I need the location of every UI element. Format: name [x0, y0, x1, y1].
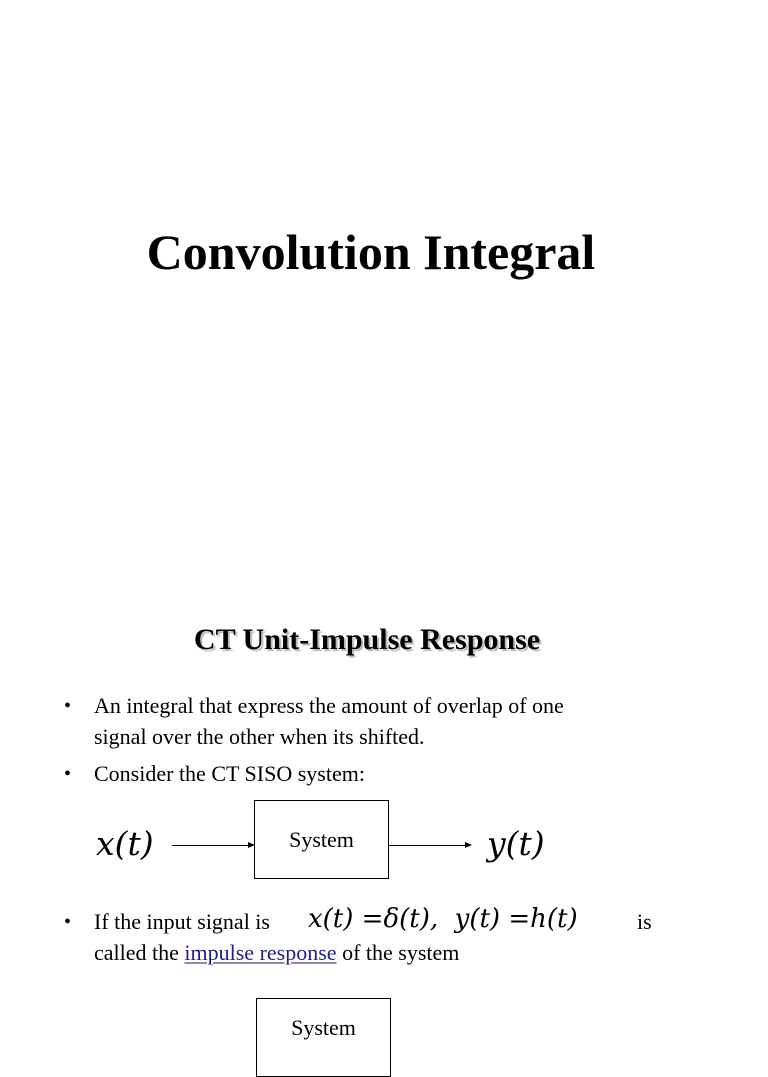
bullet-3-line-2-prefix: called the: [94, 940, 179, 965]
system-block-2: [256, 998, 391, 1077]
output-signal-label: y(t): [487, 824, 545, 863]
bullet-3-line-2-suffix: of the system: [342, 940, 460, 965]
output-arrow: [389, 845, 467, 846]
bullet-3-prefix: If the input signal is: [94, 909, 270, 934]
input-signal-label: x(t): [96, 824, 154, 863]
section-title: CT Unit-Impulse Response: [193, 623, 541, 656]
bullet-3-line-2: [94, 937, 459, 968]
output-arrow-head: [465, 842, 472, 848]
bullet-2-text: Consider the CT SISO system:: [94, 761, 365, 786]
system-label-2: System: [291, 1015, 356, 1040]
bullet-1-line-2: signal over the other when its shifted.: [94, 724, 425, 749]
system-label: System: [289, 826, 354, 852]
bullet-3-suffix: is: [637, 909, 652, 934]
impulse-equation: x(t) =δ(t), y(t) =h(t): [308, 904, 578, 934]
input-arrow: [172, 845, 250, 846]
bullet-1-line-1: An integral that express the amount of overlap of one: [94, 693, 564, 718]
impulse-response-link[interactable]: impulse response: [184, 940, 337, 965]
slide-title: Convolution Integral: [146, 224, 596, 280]
bullet-marker: •: [64, 911, 72, 933]
bullet-marker: •: [64, 763, 72, 785]
system-block: [254, 800, 389, 879]
bullet-marker: •: [64, 695, 72, 717]
